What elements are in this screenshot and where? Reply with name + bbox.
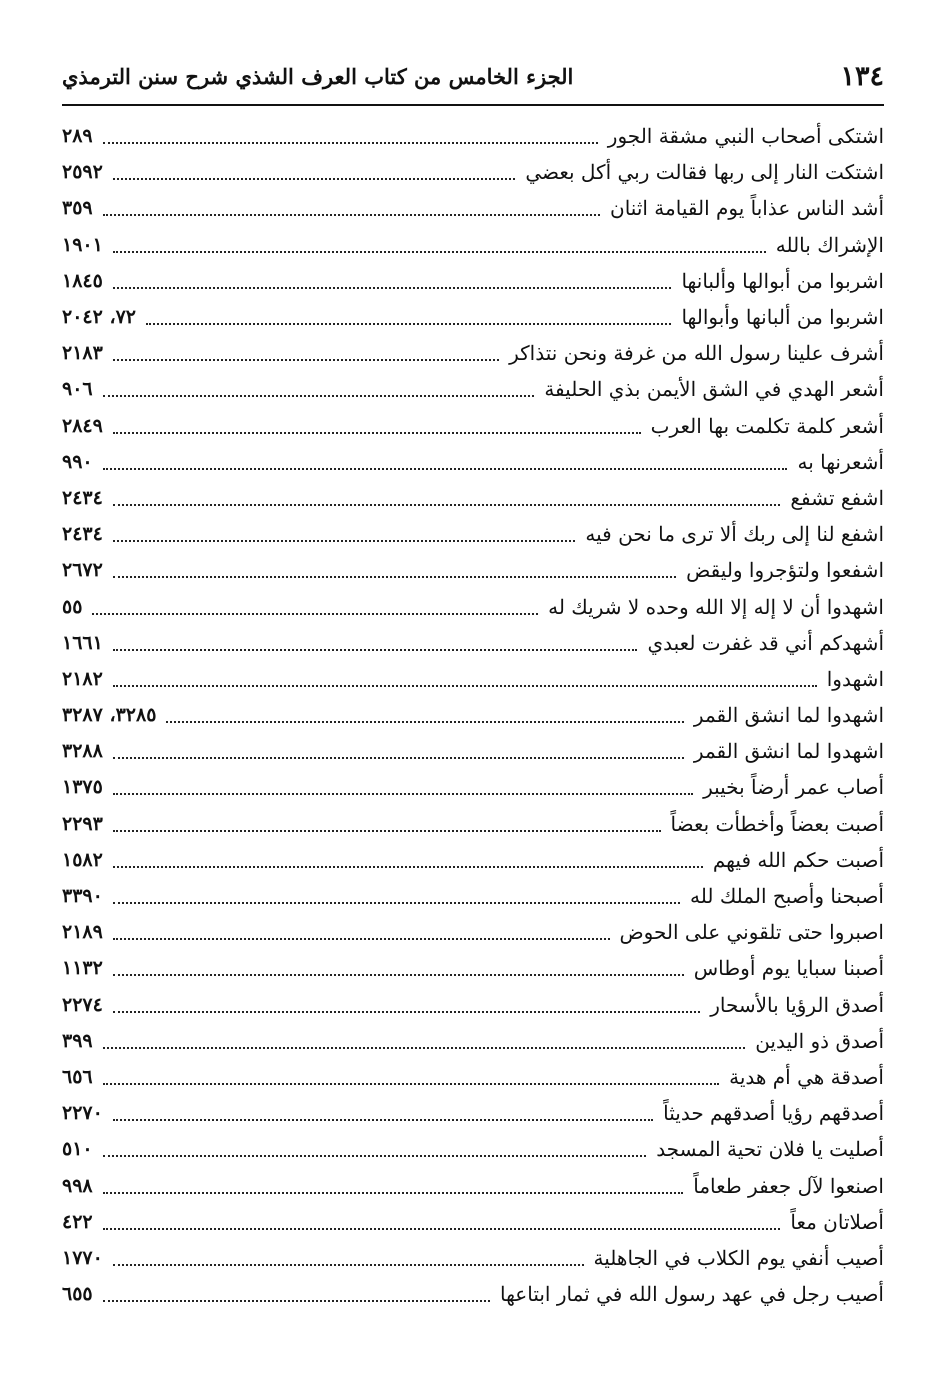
entry-hadith-numbers: ٢٢٧٤	[62, 993, 103, 1016]
index-entry	[62, 1023, 884, 1059]
dot-leader	[113, 1119, 653, 1121]
entry-hadith-numbers: ٣٢٨٥، ٣٢٨٧	[62, 704, 157, 727]
entry-text: أصيب أنفي يوم الكلاب في الجاهلية	[593, 1245, 884, 1270]
index-entry	[62, 408, 884, 444]
entry-text: أصدقهم رؤيا أصدقهم حديثاً	[663, 1101, 884, 1126]
entry-hadith-numbers: ١٩٠١	[62, 233, 103, 256]
dot-leader	[113, 793, 693, 795]
entry-hadith-numbers: ٢٢٧٠	[62, 1102, 103, 1125]
entry-text: اصنعوا لآل جعفر طعاماً	[693, 1173, 884, 1198]
index-entry	[62, 480, 884, 516]
entry-hadith-numbers: ٢٨٤٩	[62, 414, 103, 437]
dot-leader	[103, 1083, 719, 1085]
entry-hadith-numbers: ٣٩٩	[62, 1029, 93, 1052]
index-entry	[62, 625, 884, 661]
index-entry	[62, 335, 884, 371]
running-title: الجزء الخامس من كتاب العرف الشذي شرح سنن الترمذي	[62, 63, 574, 89]
entry-text: اصبروا حتى تلقوني على الحوض	[619, 920, 884, 945]
entry-text: اشهدوا لما انشق القمر	[693, 703, 884, 728]
index-entry	[62, 1131, 884, 1167]
entry-text: أشرف علينا رسول الله من غرفة ونحن نتذاكر	[509, 341, 884, 366]
entry-hadith-numbers: ٥١٠	[62, 1138, 93, 1161]
dot-leader	[103, 142, 598, 144]
index-entry	[62, 1276, 884, 1312]
dot-leader	[113, 902, 680, 904]
index-entry	[62, 806, 884, 842]
dot-leader	[113, 251, 766, 253]
dot-leader	[103, 1300, 490, 1302]
index-entry	[62, 1204, 884, 1240]
index-entry	[62, 154, 884, 190]
entry-hadith-numbers: ٢٤٣٤	[62, 486, 103, 509]
entry-hadith-numbers: ٣٢٨٨	[62, 740, 103, 763]
index-entry	[62, 588, 884, 624]
entry-hadith-numbers: ٩٠٦	[62, 378, 93, 401]
dot-leader	[113, 504, 781, 506]
dot-leader	[166, 721, 684, 723]
entry-text: أصبنا سبايا يوم أوطاس	[693, 956, 884, 981]
index-entry	[62, 263, 884, 299]
dot-leader	[113, 866, 703, 868]
entry-text: أشعر كلمة تكلمت بها العرب	[650, 413, 884, 438]
entry-text: اشفع لنا إلى ربك ألا ترى ما نحن فيه	[585, 522, 884, 547]
entry-text: الإشراك بالله	[775, 232, 884, 257]
entry-text: أصبت بعضاً وأخطأت بعضاً	[670, 811, 884, 836]
entry-text: أشعر الهدي في الشق الأيمن بذي الحليفة	[544, 377, 884, 402]
dot-leader	[92, 613, 538, 615]
entry-text: أصلاتان معاً	[790, 1209, 884, 1234]
entry-text: أشعرنها به	[797, 449, 884, 474]
index-entry	[62, 227, 884, 263]
entry-text: اشتكى أصحاب النبي مشقة الجور	[607, 124, 884, 149]
entry-text: اشهدوا أن لا إله إلا الله وحده لا شريك له	[548, 594, 884, 619]
dot-leader	[103, 395, 535, 397]
dot-leader	[113, 685, 817, 687]
index-entry	[62, 552, 884, 588]
index-entry	[62, 769, 884, 805]
entry-text: أصبت حكم الله فيهم	[712, 847, 884, 872]
entry-hadith-numbers: ١٥٨٢	[62, 848, 103, 871]
entry-text: اشفعوا ولتؤجروا وليقض	[686, 558, 884, 583]
entry-hadith-numbers: ١٦٦١	[62, 631, 103, 654]
dot-leader	[103, 468, 788, 470]
entry-text: أصبحنا وأصبح الملك لله	[690, 884, 884, 909]
entry-text: اشهدوا لما انشق القمر	[693, 739, 884, 764]
entry-text: أشهدكم أني قد غفرت لعبدي	[647, 630, 884, 655]
entry-text: اشفع تشفع	[790, 485, 884, 510]
index-entry	[62, 444, 884, 480]
entry-hadith-numbers: ٧٢، ٢٠٤٢	[62, 306, 136, 329]
index-entry	[62, 950, 884, 986]
dot-leader	[103, 1192, 684, 1194]
entry-hadith-numbers: ٢١٨٩	[62, 921, 103, 944]
entry-hadith-numbers: ٢٦٧٢	[62, 559, 103, 582]
entry-hadith-numbers: ١٣٧٥	[62, 776, 103, 799]
index-entry	[62, 190, 884, 226]
index-entry	[62, 516, 884, 552]
dot-leader	[103, 1155, 647, 1157]
dot-leader	[113, 359, 499, 361]
entry-hadith-numbers: ٩٩٠	[62, 450, 93, 473]
dot-leader	[113, 1011, 700, 1013]
entry-hadith-numbers: ٤٢٢	[62, 1210, 93, 1233]
hadith-index-list	[62, 118, 884, 1312]
dot-leader	[113, 938, 610, 940]
entry-text: أصدق ذو اليدين	[755, 1028, 884, 1053]
entry-hadith-numbers: ٣٣٩٠	[62, 885, 103, 908]
entry-text: أصاب عمر أرضاً بخيبر	[703, 775, 884, 800]
entry-hadith-numbers: ٢١٨٣	[62, 342, 103, 365]
dot-leader	[103, 1228, 781, 1230]
entry-hadith-numbers: ٩٩٨	[62, 1174, 93, 1197]
entry-hadith-numbers: ٢٨٩	[62, 125, 93, 148]
index-entry	[62, 878, 884, 914]
index-entry	[62, 697, 884, 733]
entry-hadith-numbers: ١٧٧٠	[62, 1246, 103, 1269]
entry-hadith-numbers: ٦٥٦	[62, 1065, 93, 1088]
dot-leader	[113, 576, 676, 578]
index-entry	[62, 914, 884, 950]
entry-text: أشد الناس عذاباً يوم القيامة اثنان	[610, 196, 884, 221]
index-entry	[62, 661, 884, 697]
entry-hadith-numbers: ٢١٨٢	[62, 667, 103, 690]
dot-leader	[113, 178, 515, 180]
entry-hadith-numbers: ٢٢٩٣	[62, 812, 103, 835]
dot-leader	[113, 757, 684, 759]
index-entry	[62, 733, 884, 769]
entry-text: اشتكت النار إلى ربها فقالت ربي أكل بعضي	[525, 160, 884, 185]
entry-text: أصليت يا فلان تحية المسجد	[656, 1137, 884, 1162]
dot-leader	[113, 540, 576, 542]
page-header	[62, 56, 884, 96]
entry-hadith-numbers: ١٨٤٥	[62, 269, 103, 292]
dot-leader	[103, 1047, 746, 1049]
page-number: ١٣٤	[840, 60, 884, 92]
index-entry	[62, 371, 884, 407]
entry-hadith-numbers: ٦٥٥	[62, 1283, 93, 1306]
header-divider	[62, 104, 884, 106]
dot-leader	[146, 323, 671, 325]
dot-leader	[113, 287, 672, 289]
entry-text: أصيب رجل في عهد رسول الله في ثمار ابتاعها	[499, 1282, 884, 1307]
index-entry	[62, 987, 884, 1023]
index-entry	[62, 299, 884, 335]
entry-hadith-numbers: ١١٣٢	[62, 957, 103, 980]
entry-text: اشربوا من ألبانها وأبوالها	[681, 305, 884, 330]
index-entry	[62, 1059, 884, 1095]
index-entry	[62, 1240, 884, 1276]
index-entry	[62, 1095, 884, 1131]
entry-hadith-numbers: ٢٥٩٢	[62, 161, 103, 184]
entry-text: اشهدوا	[826, 666, 884, 691]
entry-hadith-numbers: ٣٥٩	[62, 197, 93, 220]
entry-text: أصدقة هي أم هدية	[729, 1064, 884, 1089]
entry-hadith-numbers: ٥٥	[62, 595, 83, 618]
index-entry	[62, 118, 884, 154]
index-entry	[62, 1167, 884, 1203]
dot-leader	[113, 974, 684, 976]
dot-leader	[103, 214, 600, 216]
dot-leader	[113, 1264, 584, 1266]
index-entry	[62, 842, 884, 878]
entry-text: أصدق الرؤيا بالأسحار	[710, 992, 884, 1017]
dot-leader	[113, 649, 638, 651]
entry-text: اشربوا من أبوالها وألبانها	[681, 268, 884, 293]
dot-leader	[113, 432, 641, 434]
dot-leader	[113, 830, 661, 832]
entry-hadith-numbers: ٢٤٣٤	[62, 523, 103, 546]
